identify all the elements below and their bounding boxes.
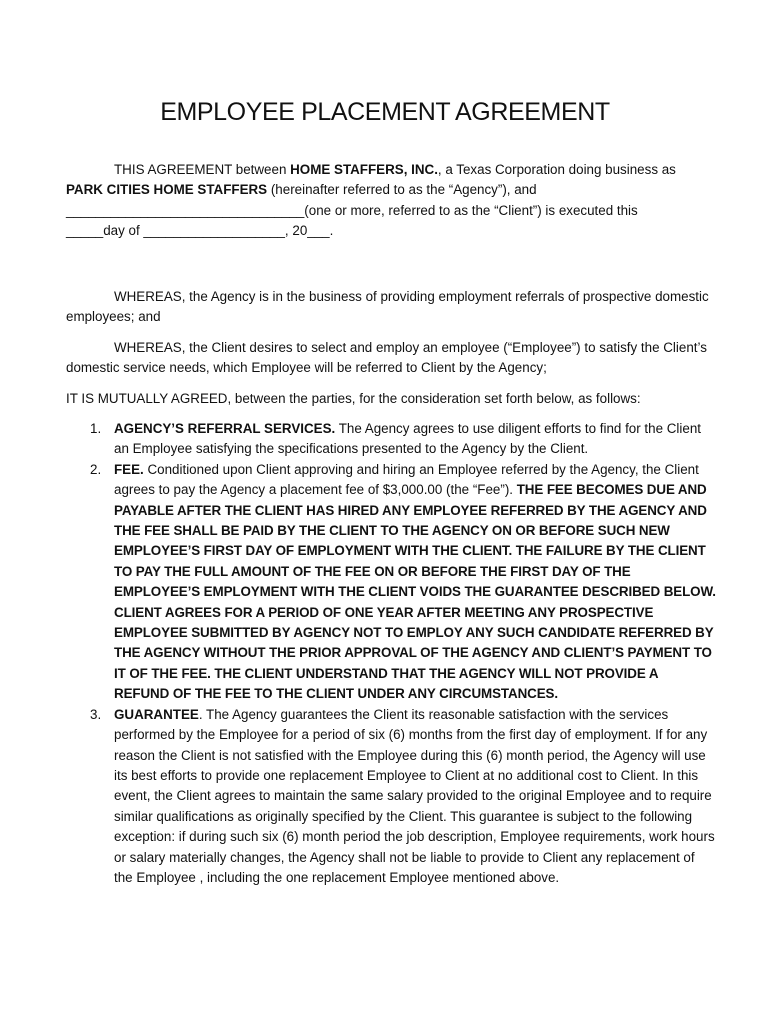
document-title: EMPLOYEE PLACEMENT AGREEMENT [160, 98, 610, 126]
item-text: Conditioned upon Client approving and hiring an Employee referred by the Agency, the Client agrees to pay the Agency a placement fee of $3,000.00 (the “Fee”). [114, 461, 699, 498]
item-number: 3. [90, 706, 102, 722]
terms-list [66, 419, 716, 888]
dba-name: PARK CITIES HOME STAFFERS [66, 182, 268, 198]
item-number: 1. [90, 421, 102, 436]
client-blank-line: ________________________________(one or more, referred to as the “Client”) is executed this [66, 203, 638, 218]
intro-paragraph [66, 160, 716, 201]
list-item [66, 705, 716, 889]
intro-text-2: , a Texas Corporation doing business as [437, 162, 676, 177]
whereas-paragraph-2: WHEREAS, the Client desires to select and employ an employee (“Employee”) to satisfy the Client’s domestic service needs, which Employee will be referred to Client by the Agency; [66, 340, 707, 376]
date-blank-line: _____day of ___________________, 20___. [66, 223, 334, 238]
item-heading: AGENCY’S REFERRAL SERVICES. [114, 421, 336, 436]
item-text: . The Agency guarantees the Client its reasonable satisfaction with the services performed by the Employee for a period of six (6) months from the first day of employment. If for any reason the Client is not satisfied with the Employee during this (6) month period, the Agency will use its best efforts to provide one replacement Employee to Client at no additional cost to Client. In this event, the Client agrees to maintain the same salary provided to the original Employee and to require similar qualifications as originally specified by the Client. This guarantee is subject to the following exception: if during such six (6) month period the job description, Employee requirements, work hours or salary materially changes, the Agency shall not be liable to provide to Client any replacement of the Employee , including the one replacement Employee mentioned above. [114, 706, 715, 885]
item-heading: GUARANTEE [114, 706, 199, 722]
list-item [66, 460, 716, 705]
item-bold-text: THE FEE BECOMES DUE AND PAYABLE AFTER THE CLIENT HAS HIRED ANY EMPLOYEE REFERRED BY THE AGENCY AND THE FEE SHALL BE PAID BY THE CLIENT TO THE AGENCY ON OR BEFORE SUCH NEW EMPLOYEE’S FIRST DAY OF EMPLOYMENT WITH THE CLIENT. THE FAILURE BY THE CLIENT TO PAY THE FULL AMOUNT OF THE FEE ON OR BEFORE THE FIRST DAY OF THE EMPLOYEE’S EMPLOYMENT WITH THE CLIENT VOIDS THE GUARANTEE DESCRIBED BELOW. CLIENT AGREES FOR A PERIOD OF ONE YEAR AFTER MEETING ANY PROSPECTIVE EMPLOYEE SUBMITTED BY AGENCY NOT TO EMPLOY ANY SUCH CANDIDATE REFERRED BY THE AGENCY WITHOUT THE PRIOR APPROVAL OF THE AGENCY AND CLIENT’S PAYMENT TO IT OF THE FEE. THE CLIENT UNDERSTAND THAT THE AGENCY WILL NOT PROVIDE A REFUND OF THE FEE TO THE CLIENT UNDER ANY CIRCUMSTANCES. [114, 482, 716, 702]
item-text: The Agency agrees to use diligent efforts to find for the Client an Employee satisfying the specifications presented to the Agency by the Client. [114, 421, 701, 457]
whereas-paragraph-1: WHEREAS, the Agency is in the business of providing employment referrals of prospective domestic employees; and [66, 289, 709, 325]
mutually-agreed-paragraph: IT IS MUTUALLY AGREED, between the parties, for the consideration set forth below, as follows: [66, 391, 641, 406]
item-heading: FEE. [114, 461, 144, 477]
company-name: HOME STAFFERS, INC. [290, 162, 438, 177]
list-item [66, 419, 716, 460]
item-number: 2. [90, 461, 102, 477]
intro-text-1: THIS AGREEMENT between [114, 162, 291, 177]
intro-text-3: (hereinafter referred to as the “Agency”), and [267, 182, 537, 198]
